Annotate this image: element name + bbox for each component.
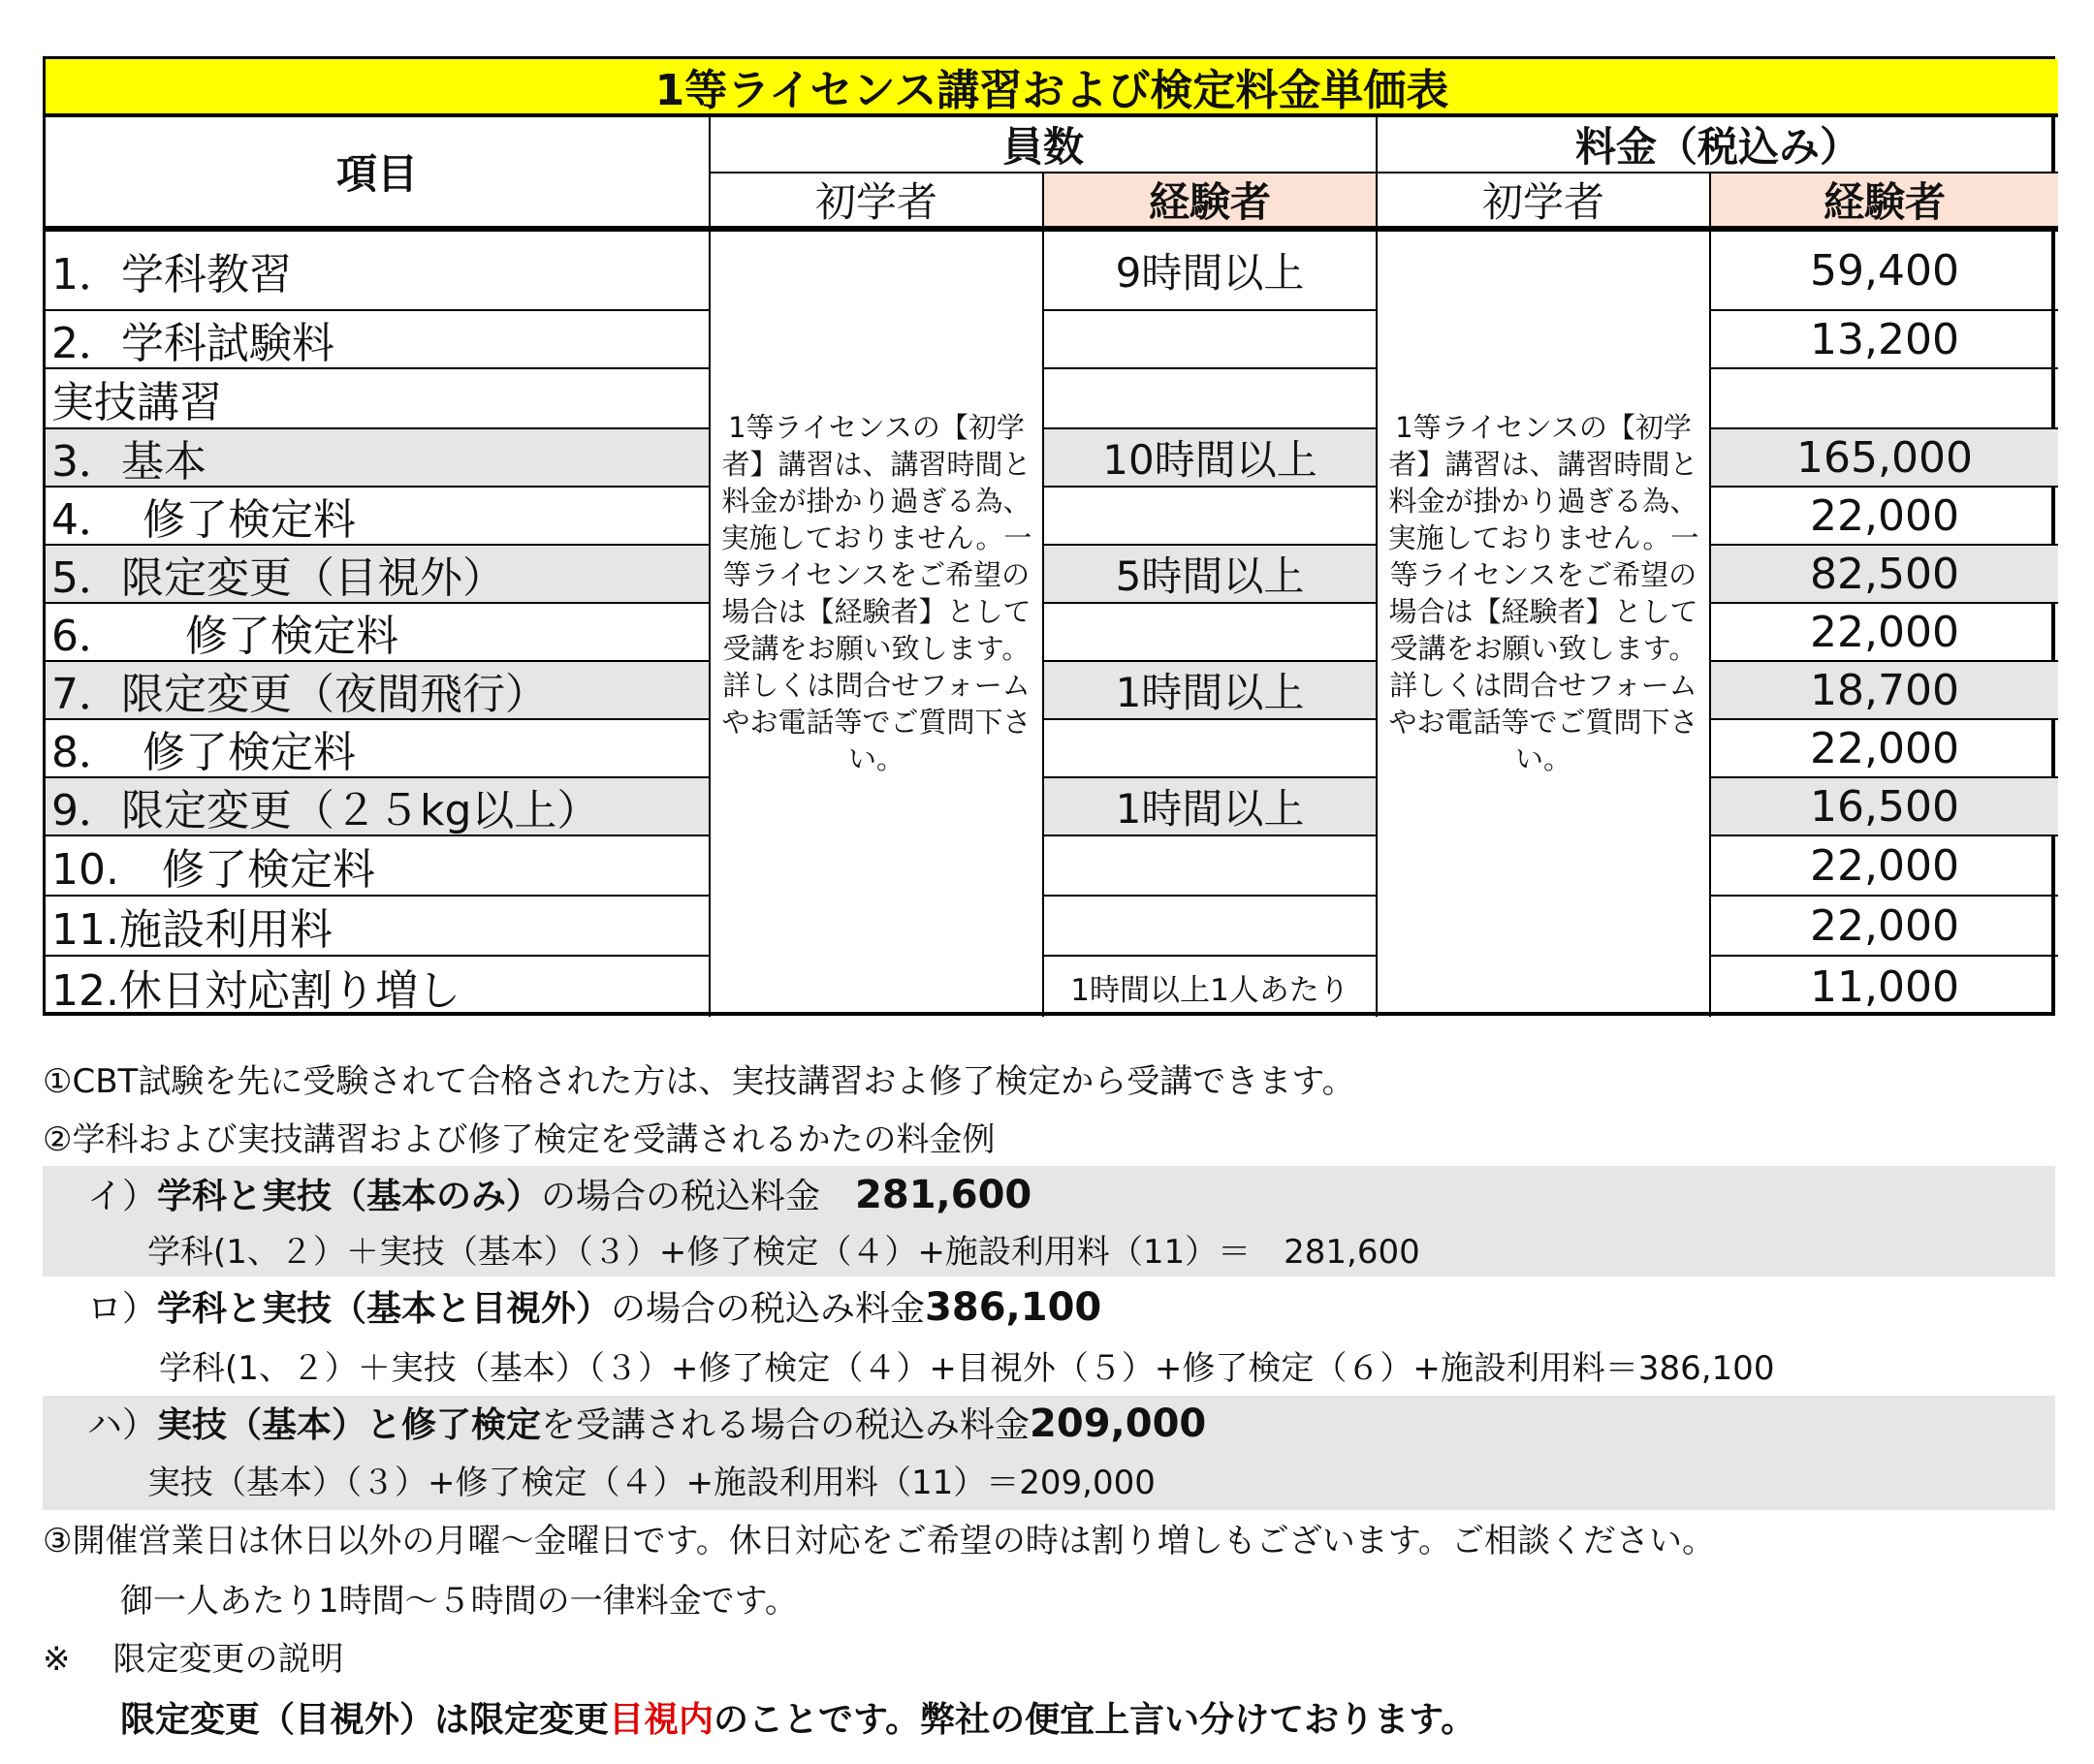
row-count: 1時間以上 <box>1044 662 1378 720</box>
row-label: 3．基本 <box>46 429 711 488</box>
row-label: 9．限定変更（２５kg以上） <box>46 778 711 836</box>
header-count: 員数 <box>711 117 1378 173</box>
row-count <box>1044 488 1378 546</box>
row-price <box>1711 369 2058 429</box>
row-count <box>1044 311 1378 369</box>
row-label: 7．限定変更（夜間飛行） <box>46 662 711 720</box>
row-price: 18,700 <box>1711 662 2058 720</box>
row-label: 1．学科教習 <box>46 232 711 311</box>
row-count: 1時間以上1人あたり <box>1044 957 1378 1017</box>
row-price: 165,000 <box>1711 429 2058 488</box>
row-label: 11.施設利用料 <box>46 897 711 957</box>
example-ro-title: ロ）学科と実技（基本と目視外）の場合の税込み料金386,100 <box>87 1285 1102 1330</box>
row-price: 82,500 <box>1711 546 2058 604</box>
row-label: 4． 修了検定料 <box>46 488 711 546</box>
row-count: 10時間以上 <box>1044 429 1378 488</box>
example-ha-title: ハ）実技（基本）と修了検定を受講される場合の税込み料金209,000 <box>87 1402 1207 1446</box>
row-count <box>1044 897 1378 957</box>
note-5: 限定変更（目視外）は限定変更目視内のことです。弊社の便宜上言い分けております。 <box>120 1700 1476 1740</box>
beginner-count-note: 1等ライセンスの【初学者】講習は、講習時間と料金が掛かり過ぎる為、実施しておりません。一等ライセンスをご希望の場合は【経験者】として受講をお願い致します。詳しくは問合せフォームやお電話等でご質問下さい。 <box>711 232 1044 1017</box>
price-table <box>43 56 2055 1016</box>
example-i-title: イ）学科と実技（基本のみ）の場合の税込料金 281,600 <box>87 1173 1032 1217</box>
row-count: 1時間以上 <box>1044 778 1378 836</box>
row-price: 22,000 <box>1711 897 2058 957</box>
row-price: 22,000 <box>1711 488 2058 546</box>
row-label: 8． 修了検定料 <box>46 720 711 778</box>
beginner-fee-note: 1等ライセンスの【初学者】講習は、講習時間と料金が掛かり過ぎる為、実施しておりません。一等ライセンスをご希望の場合は【経験者】として受講をお願い致します。詳しくは問合せフォームやお電話等でご質問下さい。 <box>1378 232 1711 1017</box>
row-label: 10. 修了検定料 <box>46 836 711 897</box>
note-3-sub: 御一人あたり1時間～５時間の一律料金です。 <box>120 1582 798 1621</box>
header-item: 項目 <box>46 117 711 232</box>
row-count: 9時間以上 <box>1044 232 1378 311</box>
row-price: 13,200 <box>1711 311 2058 369</box>
row-label: 6． 修了検定料 <box>46 604 711 662</box>
header-fee: 料金（税込み） <box>1378 117 2058 173</box>
row-price: 22,000 <box>1711 836 2058 897</box>
header-fee-beginner: 初学者 <box>1378 173 1711 232</box>
row-label: 12.休日対応割り増し <box>46 957 711 1017</box>
row-count <box>1044 836 1378 897</box>
row-label: 実技講習 <box>46 369 711 429</box>
row-price: 16,500 <box>1711 778 2058 836</box>
header-fee-experienced: 経験者 <box>1711 173 2058 232</box>
example-ha-formula: 実技（基本）（３）+修了検定（４）+施設利用料（11）＝209,000 <box>147 1464 1156 1502</box>
note-1: ①CBT試験を先に受験されて合格された方は、実技講習およ修了検定から受講できます。 <box>43 1062 1355 1101</box>
header-count-experienced: 経験者 <box>1044 173 1378 232</box>
row-count <box>1044 604 1378 662</box>
example-ro-formula: 学科(1、２）＋実技（基本）（３）+修了検定（４）+目視外（５）+修了検定（６）+施設利用料＝386,100 <box>159 1349 1775 1388</box>
row-price: 22,000 <box>1711 720 2058 778</box>
table-title: 1等ライセンス講習および検定料金単価表 <box>46 59 2058 117</box>
note-3: ③開催営業日は休日以外の月曜～金曜日です。休日対応をご希望の時は割り増しもございます。ご相談ください。 <box>43 1522 1716 1560</box>
note-4: ※ 限定変更の説明 <box>43 1640 344 1679</box>
row-price: 11,000 <box>1810 961 1959 1012</box>
example-i-formula: 学科(1、２）＋実技（基本）（３）+修了検定（４）+施設利用料（11）＝ 281,600 <box>147 1233 1420 1272</box>
note-2: ②学科および実技講習および修了検定を受講されるかたの料金例 <box>43 1120 996 1159</box>
row-price: 22,000 <box>1711 604 2058 662</box>
row-count <box>1044 369 1378 429</box>
row-label: 2．学科試験料 <box>46 311 711 369</box>
row-count <box>1044 720 1378 778</box>
row-count: 5時間以上 <box>1044 546 1378 604</box>
header-count-beginner: 初学者 <box>711 173 1044 232</box>
row-label: 5．限定変更（目視外） <box>46 546 711 604</box>
row-price: 59,400 <box>1711 232 2058 311</box>
